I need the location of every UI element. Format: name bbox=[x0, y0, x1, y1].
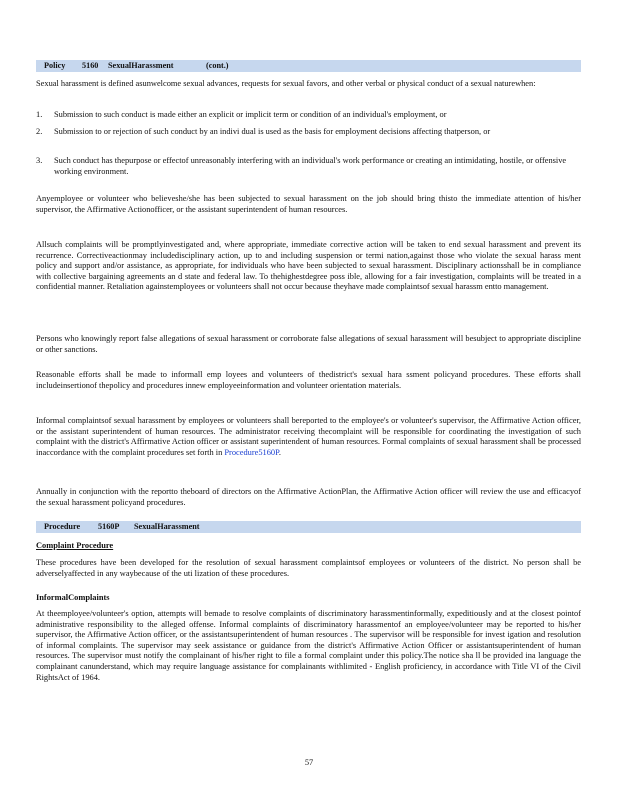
policy-label: Policy bbox=[44, 61, 66, 70]
paragraph-false-allegations: Persons who knowingly report false allegations of sexual harassment or corroborate false allegations of sexual harassment will besubject to appropriate discipline or other sanctions. bbox=[36, 334, 581, 354]
paragraph-annual-review: Annually in conjunction with the reportto theboard of directors on the Affirmative ActionPlan, the Affirmative Action officer will review the use and efficacyof the sexual harassment policyand procedures. bbox=[36, 487, 581, 507]
procedure-header-bar bbox=[36, 521, 581, 533]
paragraph-investigation: Allsuch complaints will be promptlyinvestigated and, where appropriate, immediate corrective action will be taken to end sexual harassment and prevent its recurrence. Correctiveactionmay includedisciplinary action, up to and including suspension or termi nation,against those who violate the sexual harass ment policy and support and/or assistance, as appropriate, for individuals who have been subjected to sexual harassment. Disciplinary actionsshall be in compliance with collective bargaining agreements an d state and federal law. To thehighestdegree poss ible, allowing for a fair investigation, complaints will be treated in a confidential manner. Retaliation againstemployees or volunteers shall not occur because theyhave made complaintsof sexual harassm entto management. bbox=[36, 240, 581, 292]
paragraph-informal-process: At theemployee/volunteer's option, attempts will bemade to resolve complaints of discriminatory harassmentinformally, expeditiously and at the closest pointof administrative responsibility to the alleged offense. Informal complaints of discriminatory harassmentof an employee/volunteer may be reported to his/her supervisor, the Affirmative Action officer, or the assistantsuperintendent of human resources . The supervisor will be responsible for invest igation and resolution of informal complaints. The supervisor may seek assistance or guidance from the district's Affirmative Action Officer or assistantsuperintendent of human resources. The supervisor must notify the complainant of his/her right to file a formal complaint under this policy.The notice sha ll be provided ina language the complainant canunderstand, which may require language assistance for complainants withlimited - English proficiency, in accordance with Title VI of the Civil RightsAct of 1964. bbox=[36, 609, 581, 682]
paragraph-notification: Reasonable efforts shall be made to informall emp loyees and volunteers of thedistrict's sexual hara ssment policyand procedures. These efforts shall includeinsertionof thepolicy and procedures innew employeeinformation and volunteer orientation materials. bbox=[36, 370, 581, 390]
paragraph-procedures-intro: These procedures have been developed for the resolution of sexual harassment complaintsof employees or volunteers of the district. No person shall be adverselyaffected in any waybecause of the uti lization of these procedures. bbox=[36, 558, 581, 578]
policy-cont: (cont.) bbox=[206, 61, 229, 70]
paragraph-reporting: Anyemployee or volunteer who believeshe/she has been subjected to sexual harassment on the job should bring thisto the immediate attention of his/her supervisor, the Affirmative Actionofficer, or the assistant superintendent of human resources. bbox=[36, 194, 581, 214]
policy-number: 5160 bbox=[82, 61, 99, 70]
procedure-label: Procedure bbox=[44, 522, 81, 531]
procedure-title: SexualHarassment bbox=[134, 522, 200, 531]
informal-complaints-heading: InformalComplaints bbox=[36, 593, 110, 602]
list-item: 2. Submission to or rejection of such conduct by an indivi dual is used as the basis for employment decisions affecting thatperson, or bbox=[36, 127, 491, 136]
list-item: 1. Submission to such conduct is made either an explicit or implicit term or condition of an individual's employment, or bbox=[36, 110, 447, 119]
page-number: 57 bbox=[304, 758, 314, 767]
policy-title: SexualHarassment bbox=[108, 61, 174, 70]
procedure-link[interactable]: Procedure5160P bbox=[224, 447, 279, 457]
list-item: 3. Such conduct has thepurpose or effectof unreasonably interfering with an individual's work performance or creating an intimidating, hostile, or offensive working environment. bbox=[36, 156, 567, 176]
paragraph-informal-complaints: Informal complaintsof sexual harassment by employees or volunteers shall bereported to the employee's or volunteer's supervisor, the Affirmative Action officer, or the assistant superintendent of human resources. The administrator receiving thecomplaint will be responsible for coordinating the investigation of such complaint with the district's Affirmative Action officer or assistant superintendent of human resources. Formal complaints of sexual harassment shall be processed inaccordance with the complaint procedures set forth in Procedure5160P. bbox=[36, 416, 581, 457]
intro-paragraph: Sexual harassment is defined asunwelcome sexual advances, requests for sexual favors, and other verbal or physical conduct of a sexual naturewhen: bbox=[36, 79, 536, 88]
procedure-number: 5160P bbox=[98, 522, 120, 531]
complaint-procedure-heading: Complaint Procedure bbox=[36, 541, 114, 550]
policy-header-bar bbox=[36, 60, 581, 72]
